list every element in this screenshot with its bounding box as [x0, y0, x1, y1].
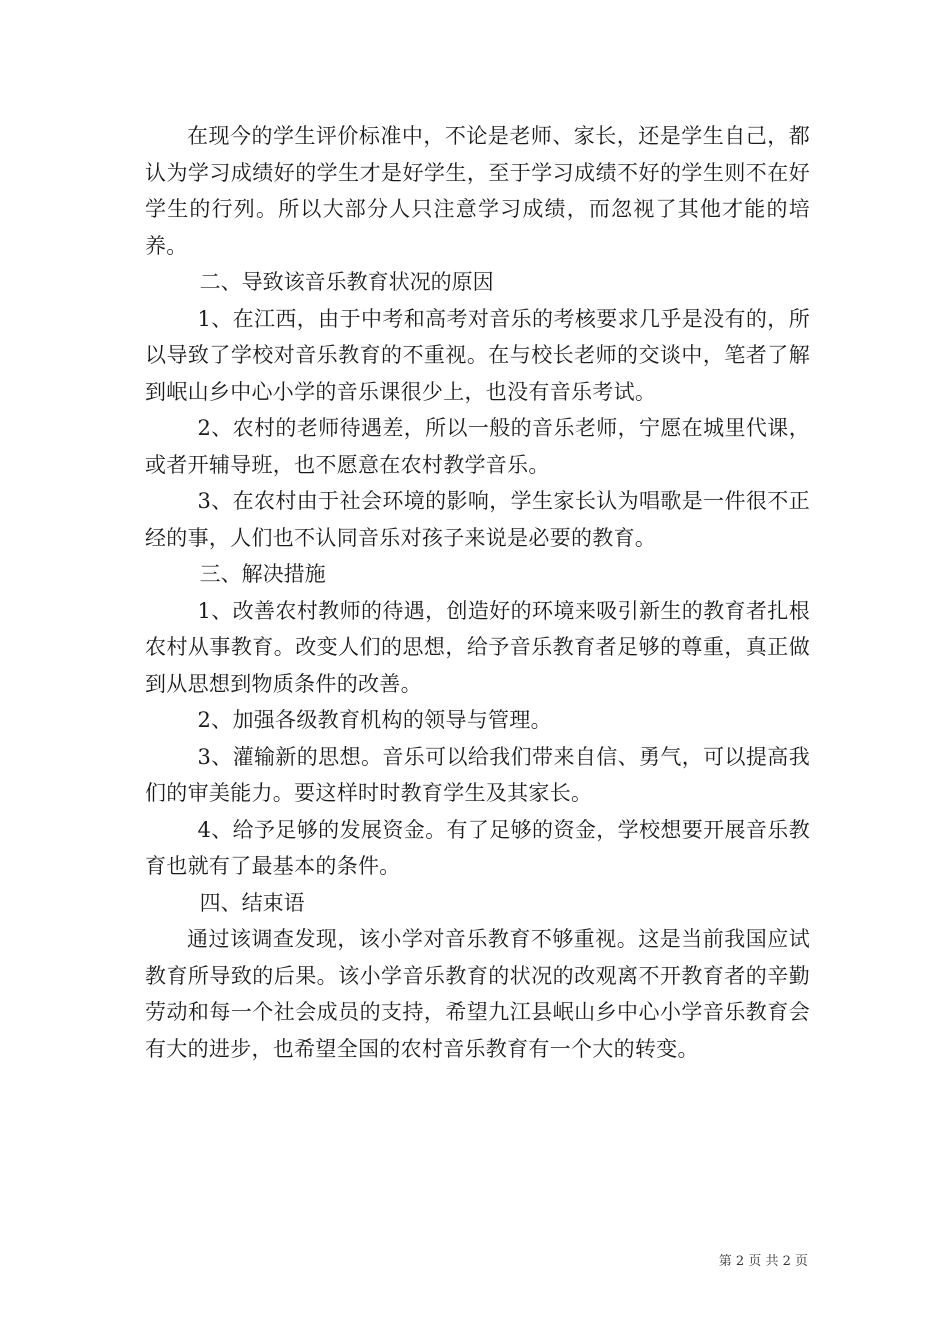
document-body: [145, 118, 810, 1067]
list-item: 3、灌输新的思想。音乐可以给我们带来自信、勇气，可以提高我们的审美能力。要这样时时教育学生及其家长。: [145, 744, 810, 805]
section-heading-conclusion: 四、结束语: [199, 890, 305, 915]
list-item: 2、加强各级教育机构的领导与管理。: [197, 708, 552, 732]
page-number: 第 2 页 共 2 页: [718, 1254, 808, 1269]
list-item: 1、改善农村教师的待遇，创造好的环境来吸引新生的教育者扎根农村从事教育。改变人们的思想，给予音乐教育者足够的尊重，真正做到从思想到物质条件的改善。: [145, 598, 810, 696]
section-heading-solutions: 三、解决措施: [199, 562, 326, 586]
paragraph-intro: 在现今的学生评价标准中，不论是老师、家长，还是学生自己，都认为学习成绩好的学生才是好学生，至于学习成绩不好的学生则不在好学生的行列。所以大部分人只注意学习成绩，而忽视了其他才能的培养。: [145, 124, 810, 258]
list-item: 2、农村的老师待遇差，所以一般的音乐老师，宁愿在城里代课，或者开辅导班，也不愿意在农村教学音乐。: [145, 416, 810, 477]
section-heading-causes: 二、导致该音乐教育状况的原因: [199, 270, 494, 294]
list-item: 4、给予足够的发展资金。有了足够的资金，学校想要开展音乐教育也就有了最基本的条件。: [145, 817, 810, 878]
list-item: 3、在农村由于社会环境的影响，学生家长认为唱歌是一件很不正经的事，人们也不认同音乐对孩子来说是必要的教育。: [145, 489, 810, 550]
list-item: 1、在江西，由于中考和高考对音乐的考核要求几乎是没有的，所以导致了学校对音乐教育的不重视。在与校长老师的交谈中，笔者了解到岷山乡中心小学的音乐课很少上，也没有音乐考试。: [145, 306, 810, 404]
paragraph-conclusion: 通过该调查发现，该小学对音乐教育不够重视。这是当前我国应试教育所导致的后果。该小学音乐教育的状况的改观离不开教育者的辛勤劳动和每一个社会成员的支持，希望九江县岷山乡中心小学音乐教育会有大的进步，也希望全国的农村音乐教育有一个大的转变。: [145, 927, 810, 1061]
